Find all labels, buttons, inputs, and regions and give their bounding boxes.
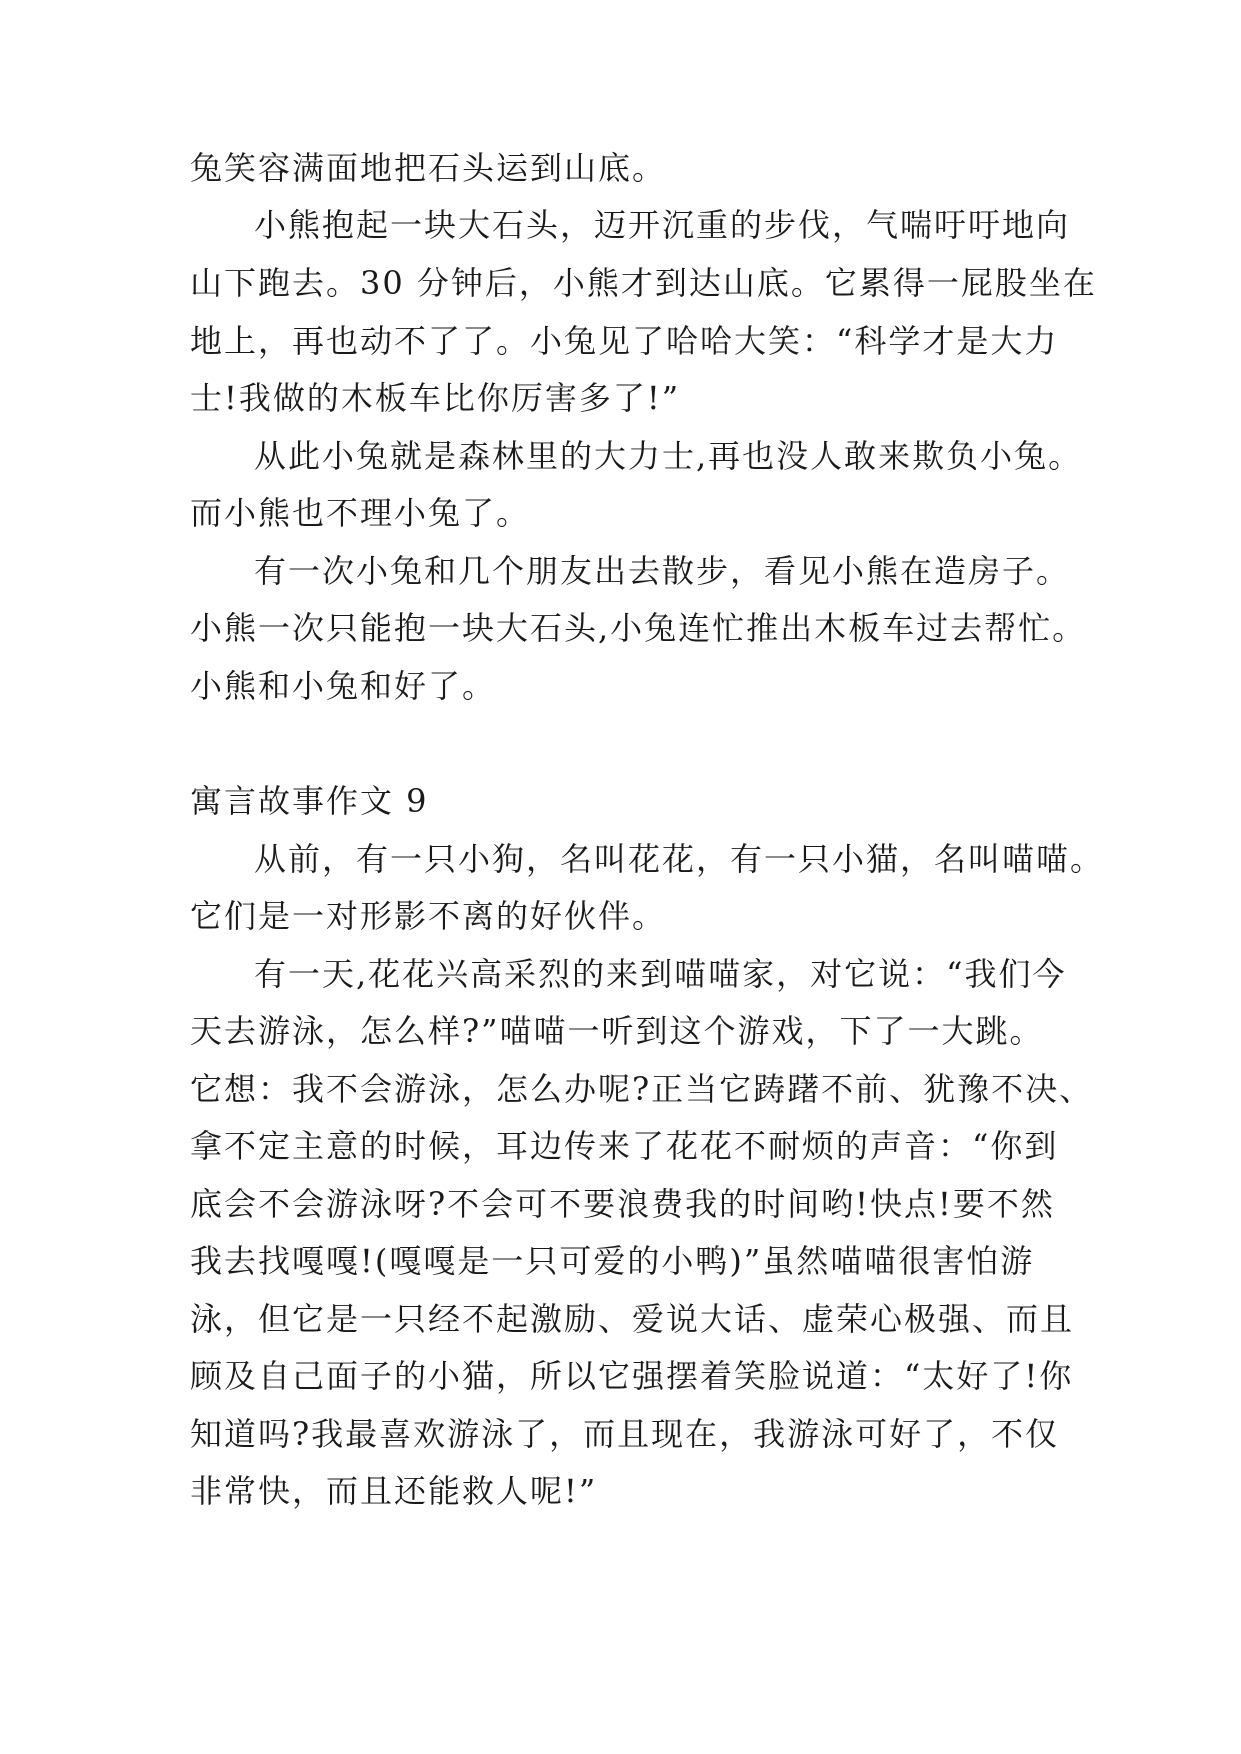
text-line: 士!我做的木板车比你厉害多了!” [190, 379, 681, 417]
text-line: 知道吗?我最喜欢游泳了，而且现在，我游泳可好了，不仅 [190, 1415, 1060, 1453]
text-line: 非常快，而且还能救人呢!” [190, 1472, 598, 1510]
text-line: 山下跑去。30 分钟后，小熊才到达山底。它累得一屁股坐在 [190, 264, 1097, 302]
text-line: 我去找嘎嘎!(嘎嘎是一只可爱的小鸭)”虽然喵喵很害怕游 [190, 1242, 1035, 1280]
paragraph-start-line: 从此小兔就是森林里的大力士,再也没人敢来欺负小兔。 [254, 437, 1083, 475]
paragraph-start-line: 有一次小兔和几个朋友出去散步，看见小熊在造房子。 [254, 552, 1071, 590]
text-line: 顾及自己面子的小猫，所以它强摆着笑脸说道：“太好了!你 [190, 1357, 1074, 1395]
paragraph-start-line: 从前，有一只小狗，名叫花花，有一只小猫，名叫喵喵。 [254, 840, 1105, 878]
text-line: 天去游泳，怎么样?”喵喵一听到这个游戏，下了一大跳。 [190, 1012, 1044, 1050]
text-line: 而小熊也不理小兔了。 [190, 494, 531, 532]
paragraph-start-line: 有一天,花花兴高采烈的来到喵喵家，对它说：“我们今 [254, 955, 1067, 993]
section-heading: 寓言故事作文 9 [190, 782, 429, 820]
text-line: 它想：我不会游泳，怎么办呢?正当它踌躇不前、犹豫不决、 [190, 1070, 1094, 1108]
text-line: 拿不定主意的时候，耳边传来了花花不耐烦的声音：“你到 [190, 1127, 1059, 1165]
text-line: 底会不会游泳呀?不会可不要浪费我的时间哟!快点!要不然 [190, 1185, 1055, 1223]
text-line: 它们是一对形影不离的好伙伴。 [190, 897, 667, 935]
text-line: 小熊一次只能抱一块大石头,小兔连忙推出木板车过去帮忙。 [190, 609, 1087, 647]
text-line: 小熊和小兔和好了。 [190, 667, 497, 705]
text-line: 兔笑容满面地把石头运到山底。 [190, 149, 667, 187]
paragraph-start-line: 小熊抱起一块大石头，迈开沉重的步伐，气喘吁吁地向 [254, 206, 1071, 244]
text-line: 地上，再也动不了了。小兔见了哈哈大笑：“科学才是大力 [190, 322, 1059, 360]
text-line: 泳，但它是一只经不起激励、爱说大话、虚荣心极强、而且 [190, 1300, 1075, 1338]
